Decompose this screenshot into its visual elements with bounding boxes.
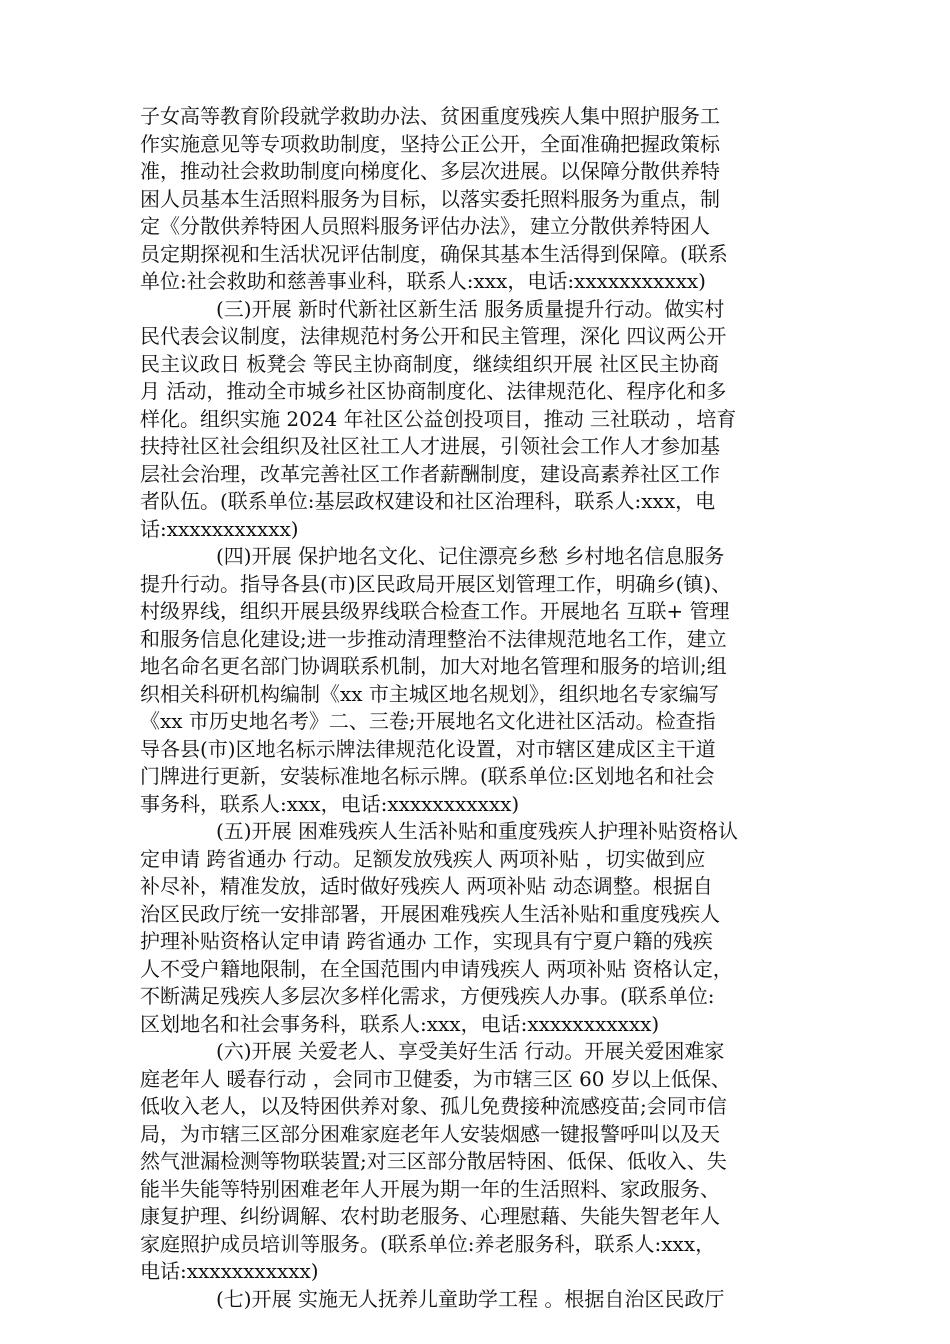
text-line: 扶持社区社会组织及社区社工人才进展，引领社会工作人才参加基 [140, 434, 720, 458]
text-line: 局，为市辖三区部分困难家庭老年人安装烟感一键报警呼叫以及天 [140, 1121, 720, 1146]
text-line: 定申请 跨省通办 行动。足额发放残疾人 两项补贴 ，切实做到应 [140, 846, 706, 871]
document-body [140, 103, 812, 1313]
text-line: 低收入老人，以及特困供养对象、孤儿免费接种流感疫苗;会同市信 [140, 1094, 727, 1118]
text-line: 层社会治理，改革完善社区工作者薪酬制度，建设高素养社区工作 [140, 461, 720, 486]
text-line: 话:xxxxxxxxxxx) [140, 516, 299, 541]
text-line: 样化。组织实施 2024 年社区公益创投项目，推动 三社联动 ，培育 [140, 406, 737, 431]
text-line: 单位:社会救助和慈善事业科，联系人:xxx，电话:xxxxxxxxxxx) [140, 269, 706, 293]
text-line: 然气泄漏检测等物联装置;对三区部分散居特困、低保、低收入、失 [140, 1149, 727, 1173]
text-line: 事务科，联系人:xxx，电话:xxxxxxxxxxx) [140, 791, 520, 816]
paragraph-p5 [140, 818, 812, 1038]
text-line: 门牌进行更新，安装标准地名标示牌。(联系单位:区划地名和社会 [140, 764, 715, 788]
paragraph-p4 [140, 543, 812, 818]
text-line: 补尽补，精准发放，适时做好残疾人 两项补贴 动态调整。根据自 [140, 874, 713, 898]
text-line: (三)开展 新时代新社区新生活 服务质量提升行动。做实村 [216, 296, 725, 321]
text-line: (四)开展 保护地名文化、记住漂亮乡愁 乡村地名信息服务 [216, 544, 725, 568]
text-line: 能半失能等特别困难老年人开展为期一年的生活照料、家政服务、 [140, 1176, 720, 1201]
text-line: 村级界线，组织开展县级界线联合检查工作。开展地名 互联+ 管理 [140, 599, 730, 623]
text-line: 导各县(市)区地名标示牌法律规范化设置，对市辖区建成区主干道 [140, 736, 716, 761]
text-line: 织相关科研机构编制《xx 市主城区地名规划》，组织地名专家编写 [140, 681, 719, 706]
text-line: 作实施意见等专项救助制度，坚持公正公开，全面准确把握政策标 [140, 131, 720, 156]
paragraph-p6 [140, 1038, 812, 1286]
text-line: 提升行动。指导各县(市)区民政局开展区划管理工作，明确乡(镇)、 [140, 571, 732, 596]
text-line: 月 活动，推动全市城乡社区协商制度化、法律规范化、程序化和多 [140, 379, 727, 403]
text-line: (五)开展 困难残疾人生活补贴和重度残疾人护理补贴资格认 [216, 819, 738, 843]
text-line: 人不受户籍地限制，在全国范围内申请残疾人 两项补贴 资格认定， [140, 956, 733, 981]
text-line: 员定期探视和生活状况评估制度，确保其基本生活得到保障。(联系 [140, 241, 728, 266]
text-line: 家庭照护成员培训等服务。(联系单位:养老服务科，联系人:xxx， [140, 1231, 716, 1256]
paragraph-p3 [140, 296, 812, 544]
paragraph-p7 [140, 1286, 812, 1314]
text-line: 护理补贴资格认定申请 跨省通办 工作，实现具有宁夏户籍的残疾 [140, 929, 713, 953]
text-line: 《xx 市历史地名考》二、三卷;开展地名文化进社区活动。检查指 [140, 709, 716, 733]
text-line: 和服务信息化建设;进一步推动清理整治不法律规范地名工作，建立 [140, 626, 727, 651]
text-line: 困人员基本生活照料服务为目标，以落实委托照料服务为重点，制 [140, 186, 720, 211]
text-line: 准，推动社会救助制度向梯度化、多层次进展。以保障分散供养特 [140, 159, 720, 183]
text-line: 区划地名和社会事务科，联系人:xxx，电话:xxxxxxxxxxx) [140, 1011, 660, 1036]
text-line: 定《分散供养特困人员照料服务评估办法》，建立分散供养特困人 [140, 214, 710, 238]
text-line: 者队伍。(联系单位:基层政权建设和社区治理科，联系人:xxx，电 [140, 489, 716, 513]
text-line: 治区民政厅统一安排部署，开展困难残疾人生活补贴和重度残疾人 [140, 901, 720, 926]
text-line: (六)开展 关爱老人、享受美好生活 行动。开展关爱困难家 [216, 1039, 725, 1063]
text-line: 康复护理、纠纷调解、农村助老服务、心理慰藉、失能失智老年人 [140, 1204, 720, 1228]
text-line: 子女高等教育阶段就学救助办法、贫困重度残疾人集中照护服务工 [140, 104, 720, 128]
text-line: (七)开展 实施无人抚养儿童助学工程 。根据自治区民政厅 [216, 1286, 725, 1311]
text-line: 民代表会议制度，法律规范村务公开和民主管理，深化 四议两公开 [140, 324, 727, 348]
text-line: 地名命名更名部门协调联系机制，加大对地名管理和服务的培训;组 [140, 654, 727, 678]
text-line: 庭老年人 暖春行动 ，会同市卫健委，为市辖三区 60 岁以上低保、 [140, 1066, 731, 1091]
text-line: 不断满足残疾人多层次多样化需求，方便残疾人办事。(联系单位: [140, 984, 715, 1008]
text-line: 民主议政日 板凳会 等民主协商制度，继续组织开展 社区民主协商 [140, 351, 720, 376]
text-line: 电话:xxxxxxxxxxx) [140, 1259, 319, 1283]
paragraph-p2-continued [140, 103, 812, 296]
